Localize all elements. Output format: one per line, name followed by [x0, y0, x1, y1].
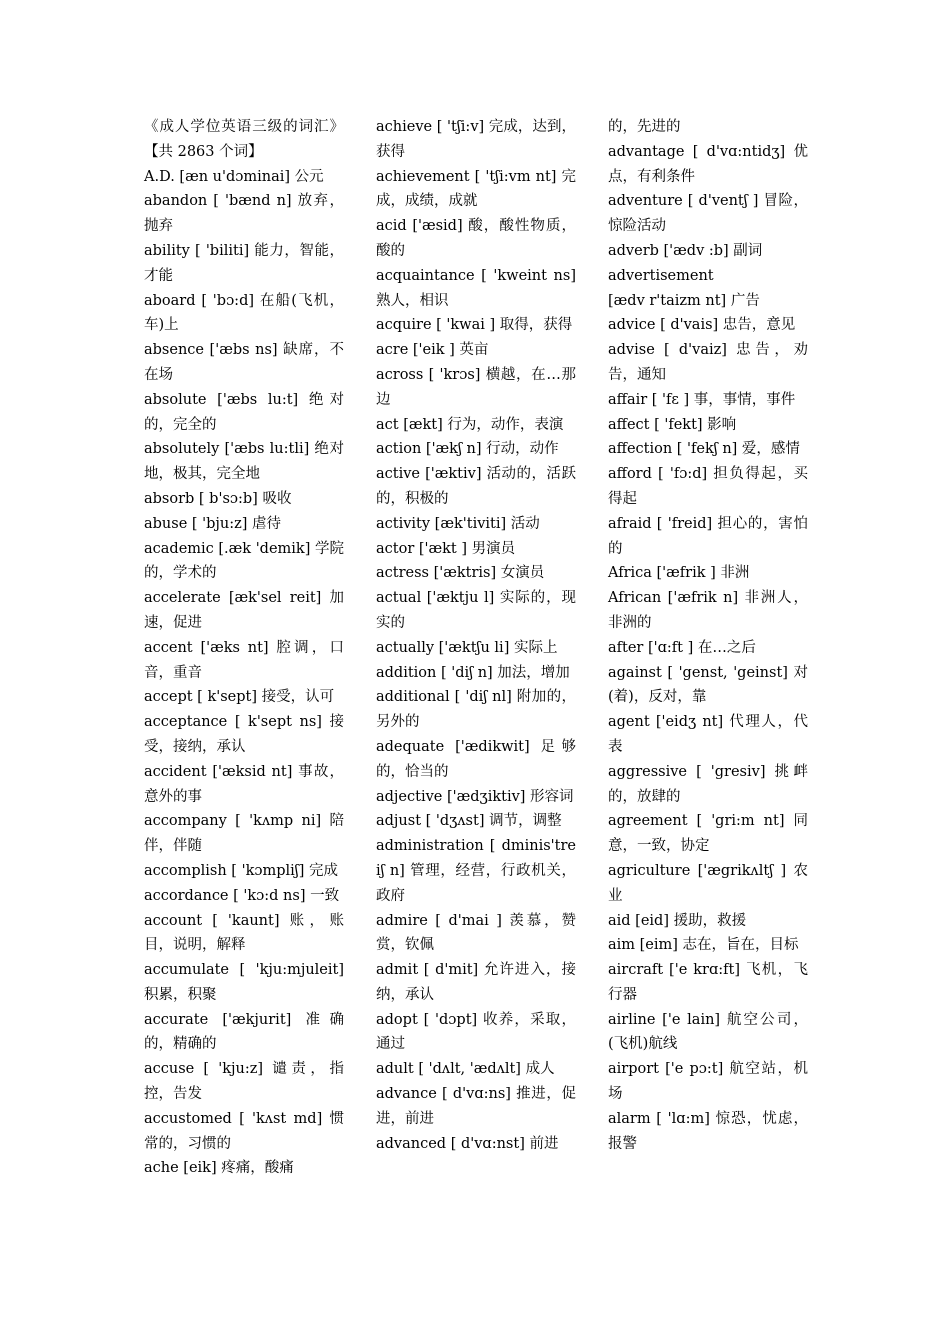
vocab-entry: advantage [ d'vɑ:ntidʒ] 优点，有利条件	[608, 143, 808, 185]
vocab-entry: administration [ dminis'treiʃ n] 管理，经营，行政机关，政府	[376, 838, 576, 904]
vocab-entry: abandon [ 'bænd n] 放弃，抛弃	[144, 193, 344, 235]
vocab-entry: accident ['æksid nt] 事故，意外的事	[144, 763, 344, 805]
vocab-entry: accompany [ 'kʌmp ni] 陪伴，伴随	[144, 813, 344, 855]
vocab-entry: aid [eid] 援助，救援	[608, 912, 747, 929]
vocab-entry: 的，先进的	[608, 119, 681, 135]
vocab-entry: adverb ['ædv :b] 副词	[608, 242, 763, 259]
vocab-entry: accumulate [ 'kju:mjuleit] 积累，积聚	[144, 962, 344, 1003]
vocab-entry: activity [æk'tiviti] 活动	[376, 515, 540, 532]
vocab-entry: afford [ 'fɔ:d] 担负得起，买得起	[608, 466, 808, 507]
vocab-entry: actress ['æktris] 女演员	[376, 565, 545, 582]
vocab-entry: afraid [ 'freid] 担心的，害怕的	[608, 515, 808, 557]
vocab-entry: acceptance [ k'sept ns] 接受，接纳，承认	[144, 714, 344, 755]
column-right	[608, 115, 808, 1156]
vocab-entry: actor ['ækt ] 男演员	[376, 540, 516, 557]
vocab-entry: affair [ 'fɛ ] 事，事情，事件	[608, 391, 796, 408]
vocab-entry: addition [ 'diʃ n] 加法，增加	[376, 664, 570, 681]
vocab-entry: accordance [ 'kɔ:d ns] 一致	[144, 887, 340, 904]
vocab-entry: absolutely ['æbs lu:tli] 绝对地，极其，完全地	[144, 441, 344, 483]
vocab-entry: absorb [ b'sɔ:b] 吸收	[144, 490, 292, 507]
vocab-entry: aircraft ['e krɑ:ft] 飞机，飞行器	[608, 962, 808, 1003]
vocab-entry: academic [.æk 'demik] 学院的，学术的	[144, 540, 344, 582]
vocab-entry: act [ækt] 行为，动作，表演	[376, 416, 564, 433]
vocab-entry: accelerate [æk'sel reit] 加速，促进	[144, 590, 344, 631]
vocab-entry: account [ 'kaunt] 账，账目，说明，解释	[144, 912, 344, 954]
vocab-entry: achievement [ 'tʃi:vm nt] 完成，成绩，成就	[376, 168, 576, 210]
column-middle	[376, 115, 576, 1156]
vocab-entry: across [ 'krɔs] 横越，在…那边	[376, 366, 576, 408]
vocab-entry: aggressive [ 'gresiv] 挑衅的，放肆的	[608, 763, 808, 805]
vocab-entry: accuse [ 'kju:z] 谴责，指控，告发	[144, 1061, 344, 1103]
vocab-entry: accurate ['ækjurit] 准确的，精确的	[144, 1011, 344, 1053]
vocab-entry: absolute ['æbs lu:t] 绝对的，完全的	[144, 391, 344, 433]
vocab-entry: adventure [ d'ventʃ ] 冒险，惊险活动	[608, 193, 808, 235]
vocab-entry: adequate ['ædikwit] 足够的，恰当的	[376, 738, 576, 780]
vocab-entry: airline ['e lain] 航空公司，(飞机)航线	[608, 1011, 808, 1053]
vocab-entry: advance [ d'vɑ:ns] 推进，促进，前进	[376, 1086, 576, 1127]
vocab-entry: actually ['æktʃu li] 实际上	[376, 639, 558, 656]
vocab-entry: adult [ 'dʌlt, 'ædʌlt] 成人	[376, 1061, 555, 1078]
vocab-entry: accustomed [ 'kʌst md] 惯常的，习惯的	[144, 1110, 344, 1152]
vocab-entry: adjust [ 'dʒʌst] 调节，调整	[376, 813, 562, 830]
vocab-entry: accept [ k'sept] 接受，认可	[144, 689, 335, 706]
vocab-entry: [ædv r'taizm nt] 广告	[608, 292, 760, 309]
column-left	[144, 115, 344, 1181]
vocab-entry: after ['ɑ:ft ] 在…之后	[608, 639, 756, 656]
vocab-entry: African ['æfrik n] 非洲人，非洲的	[608, 590, 808, 631]
vocab-entry: agriculture ['ægrikʌltʃ ] 农业	[608, 862, 808, 904]
vocab-entry: agreement [ 'gri:m nt] 同意，一致，协定	[608, 813, 808, 855]
vocab-entry: abuse [ 'bju:z] 虐待	[144, 515, 282, 532]
vocab-entry: achieve [ 'tʃi:v] 完成，达到，获得	[376, 119, 576, 160]
vocab-entry: 《成人学位英语三级的词汇》【共 2863 个词】	[144, 119, 344, 160]
vocab-entry: agent ['eidʒ nt] 代理人，代表	[608, 714, 808, 755]
vocab-entry: additional [ 'diʃ nl] 附加的，另外的	[376, 689, 576, 731]
vocab-entry: advise [ d'vaiz] 忠告，劝告，通知	[608, 342, 808, 383]
vocab-entry: ability [ 'biliti] 能力，智能，才能	[144, 242, 344, 284]
vocab-entry: absence ['æbs ns] 缺席，不在场	[144, 342, 344, 383]
vocab-entry: ache [eik] 疼痛，酸痛	[144, 1160, 294, 1177]
vocab-entry: actual ['æktju l] 实际的，现实的	[376, 590, 576, 631]
vocab-entry: accent ['æks nt] 腔调，口音，重音	[144, 639, 344, 681]
vocab-entry: against [ 'genst, 'geinst] 对(着)，反对，靠	[608, 664, 808, 706]
vocab-entry: adopt [ 'dɔpt] 收养，采取，通过	[376, 1011, 576, 1053]
vocab-entry: affection [ 'fekʃ n] 爱，感情	[608, 441, 800, 458]
vocab-entry: advertisement	[608, 267, 714, 284]
vocab-entry: active ['æktiv] 活动的，活跃的，积极的	[376, 466, 576, 507]
vocab-entry: alarm [ 'lɑ:m] 惊恐，忧虑，报警	[608, 1110, 808, 1152]
vocab-entry: acre ['eik ] 英亩	[376, 342, 489, 359]
vocab-entry: admire [ d'mai ] 羡慕，赞赏，钦佩	[376, 912, 576, 954]
vocab-entry: A.D. [æn u'dɔminai] 公元	[144, 168, 324, 185]
vocab-entry: acquaintance [ 'kweint ns] 熟人，相识	[376, 267, 576, 309]
vocab-entry: action ['ækʃ n] 行动，动作	[376, 441, 559, 458]
vocab-entry: aim [eim] 志在，旨在，目标	[608, 937, 799, 954]
vocab-entry: accomplish [ 'kɔmpliʃ] 完成	[144, 862, 338, 879]
vocab-entry: airport ['e pɔ:t] 航空站，机场	[608, 1061, 808, 1103]
vocab-entry: acquire [ 'kwai ] 取得，获得	[376, 317, 573, 334]
vocab-entry: affect [ 'fekt] 影响	[608, 416, 737, 433]
vocab-entry: Africa ['æfrik ] 非洲	[608, 565, 750, 582]
vocab-entry: acid ['æsid] 酸，酸性物质，酸的	[376, 218, 576, 259]
vocab-entry: advice [ d'vais] 忠告，意见	[608, 317, 796, 334]
vocab-entry: advanced [ d'vɑ:nst] 前进	[376, 1135, 559, 1152]
vocab-entry: adjective ['ædʒiktiv] 形容词	[376, 788, 574, 805]
vocab-entry: admit [ d'mit] 允许进入，接纳，承认	[376, 962, 576, 1003]
vocab-entry: aboard [ 'bɔ:d] 在船(飞机，车)上	[144, 292, 344, 334]
